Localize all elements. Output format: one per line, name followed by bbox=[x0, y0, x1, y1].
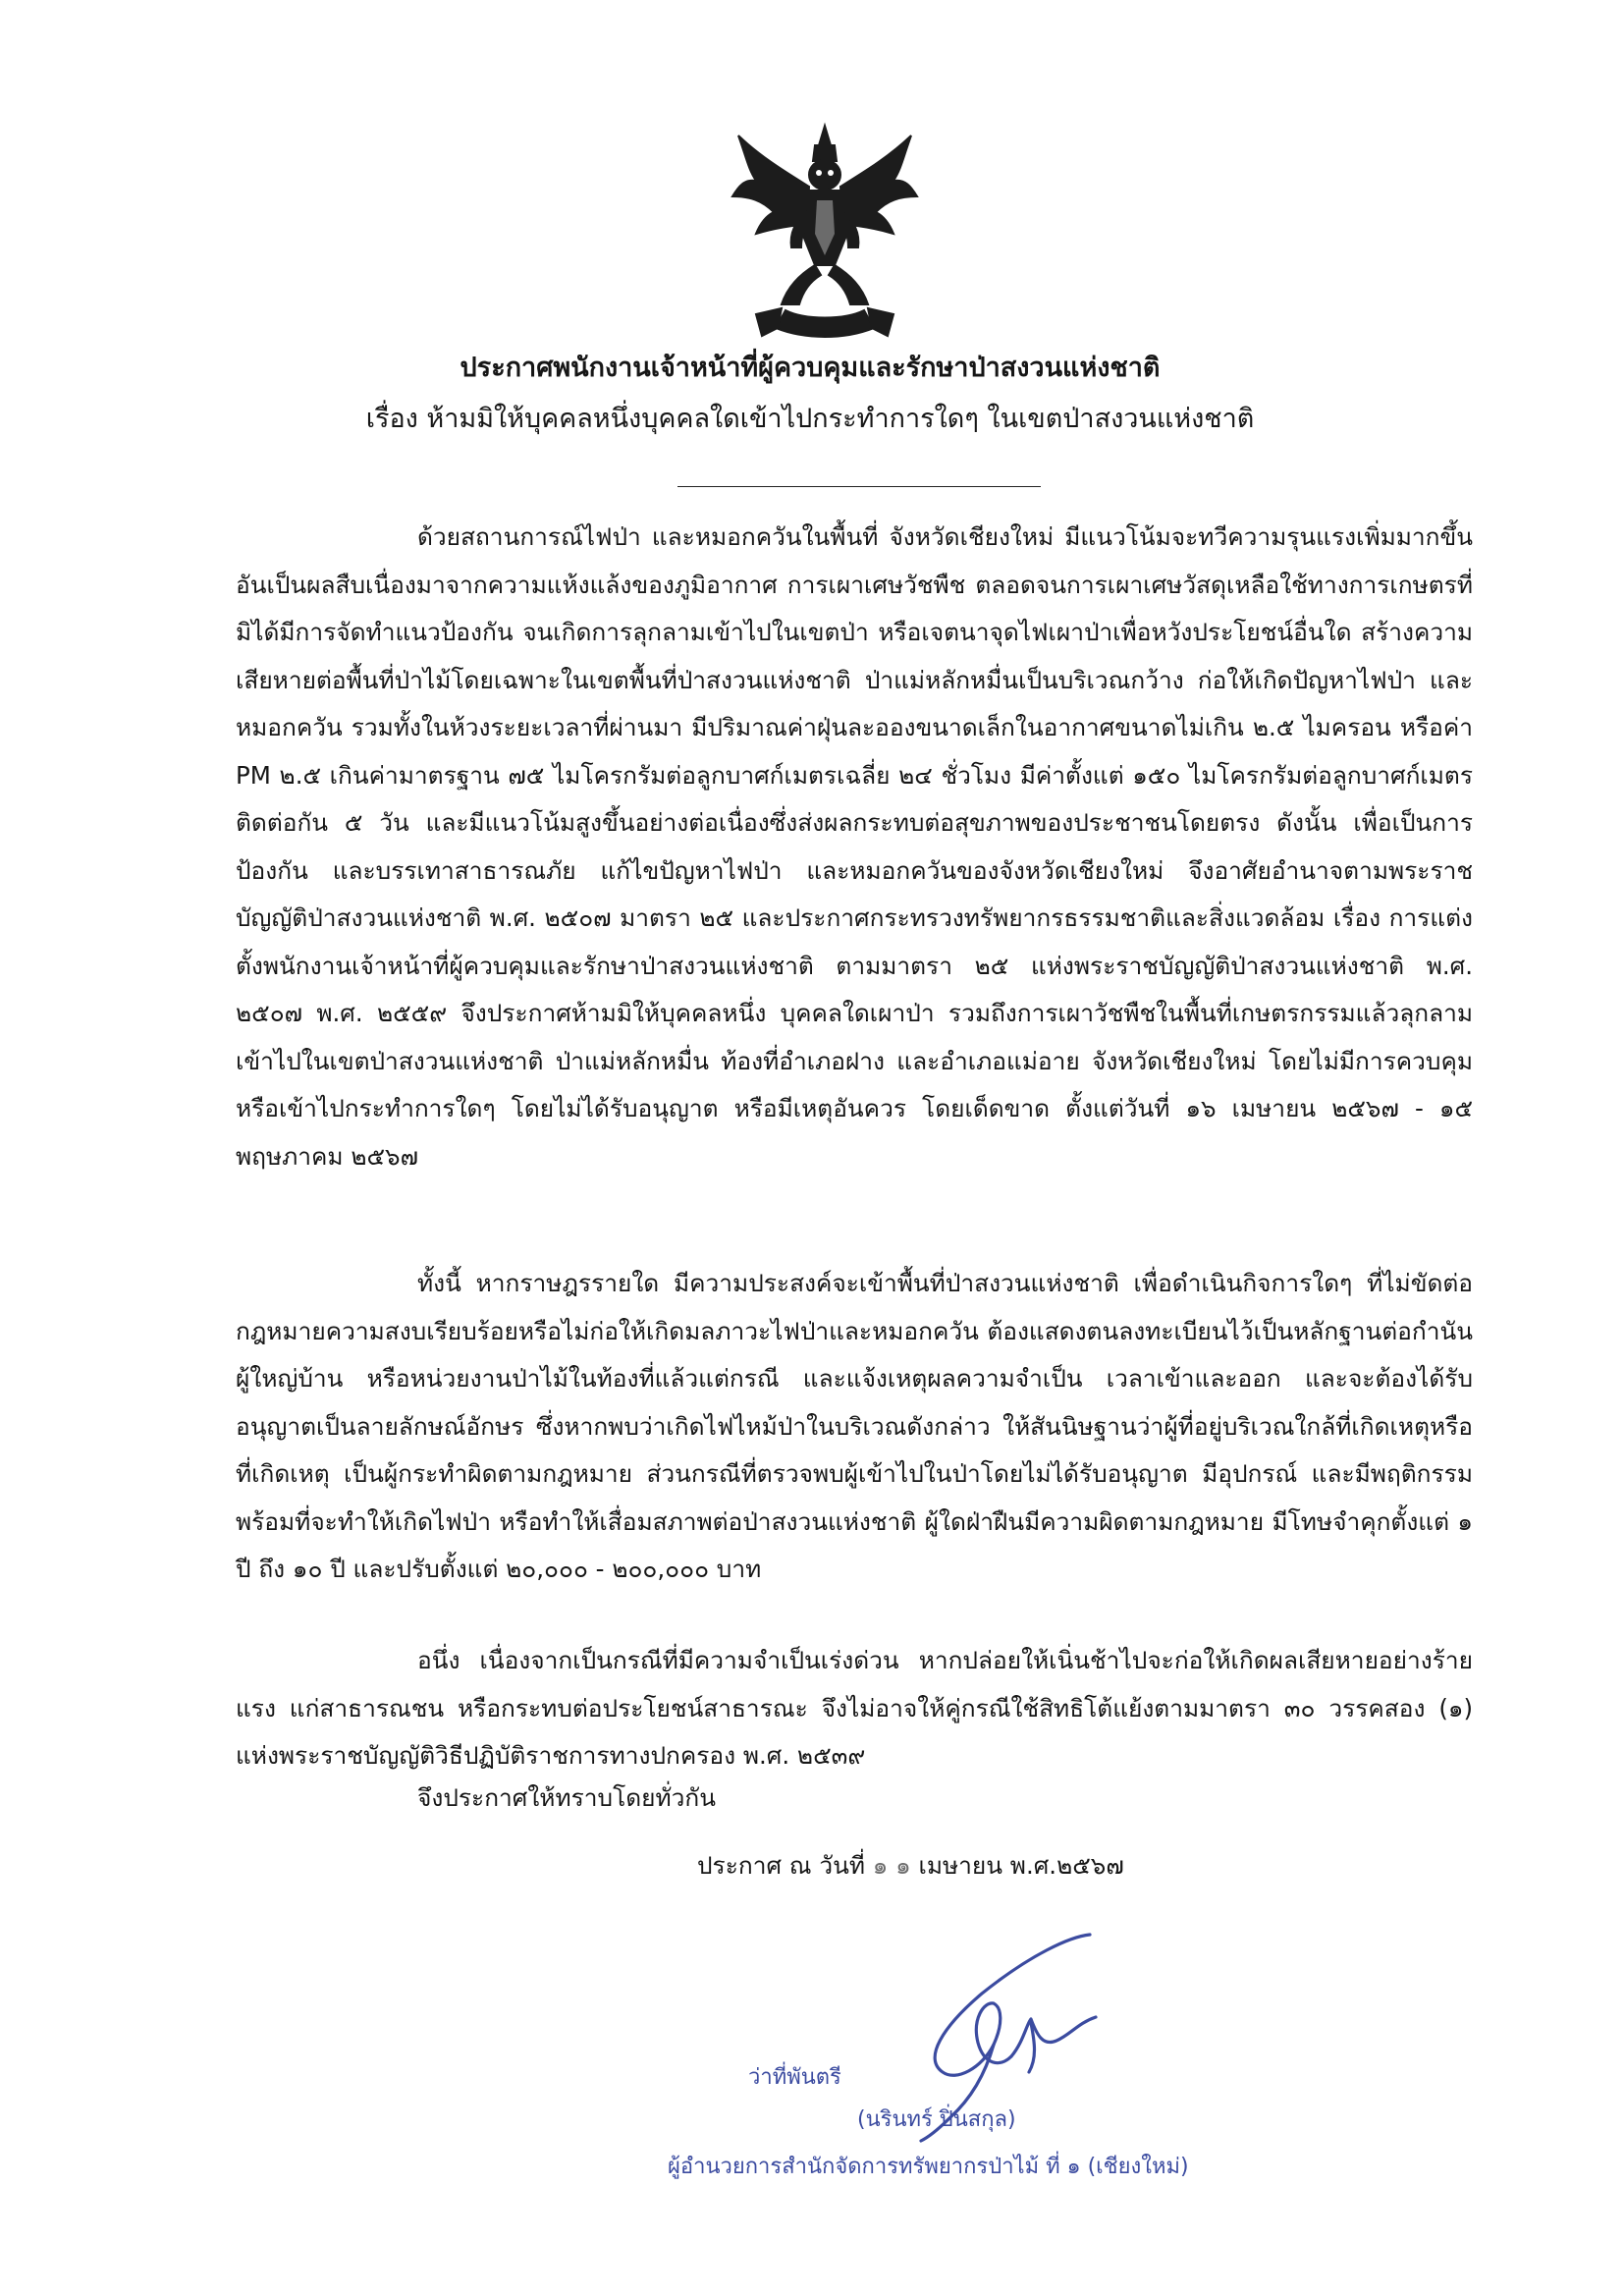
garuda-emblem bbox=[727, 118, 923, 344]
body-paragraph-3: อนึ่ง เนื่องจากเป็นกรณีที่มีความจำเป็นเร่งด่วน หากปล่อยให้เนิ่นช้าไปจะก่อให้เกิดผลเสียหายอย่างร้ายแรง แก่สาธารณชน หรือกระทบต่อประโยชน์สาธารณะ จึงไม่อาจให้คู่กรณีใช้สิทธิโต้แย้งตามมาตรา ๓๐ วรรคสอง (๑) แห่งพระราชบัญญัติวิธีปฏิบัติราชการทางปกครอง พ.ศ. ๒๕๓๙ bbox=[236, 1646, 1473, 1770]
announcement-title: ประกาศพนักงานเจ้าหน้าที่ผู้ควบคุมและรักษาป่าสงวนแห่งชาติ bbox=[460, 353, 1161, 383]
date-day-stamp: ๑ ๑ bbox=[872, 1851, 911, 1880]
handwritten-signature bbox=[736, 1925, 1424, 2160]
signer-name: (นรินทร์ ปิ่นสกุล) bbox=[857, 2107, 1016, 2132]
announcement-subject: เรื่อง ห้ามมิให้บุคคลหนึ่งบุคคลใดเข้าไปกระทำการใดๆ ในเขตป่าสงวนแห่งชาติ bbox=[365, 404, 1255, 434]
closing-statement: จึงประกาศให้ทราบโดยทั่วกัน bbox=[417, 1783, 716, 1812]
signer-position: ผู้อำนวยการสำนักจัดการทรัพยากรป่าไม้ ที่ ๑ (เชียงใหม่) bbox=[668, 2155, 1189, 2179]
body-paragraph-2: ทั้งนี้ หากราษฎรรายใด มีความประสงค์จะเข้าพื้นที่ป่าสงวนแห่งชาติ เพื่อดำเนินกิจการใดๆ ที่ไม่ขัดต่อกฎหมายความสงบเรียบร้อยหรือไม่ก่อให้เกิดมลภาวะไฟป่าและหมอกควัน ต้องแสดงตนลงทะเบียนไว้เป็นหลักฐานต่อกำนัน ผู้ใหญ่บ้าน หรือหน่วยงานป่าไม้ในท้องที่แล้วแต่กรณี และแจ้งเหตุผลความจำเป็น เวลาเข้าและออก และจะต้องได้รับอนุญาตเป็นลายลักษณ์อักษร ซึ่งหากพบว่าเกิดไฟไหม้ป่าในบริเวณดังกล่าว ให้สันนิษฐานว่าผู้ที่อยู่บริเวณใกล้ที่เกิดเหตุหรือที่เกิดเหตุ เป็นผู้กระทำผิดตามกฎหมาย ส่วนกรณีที่ตรวจพบผู้เข้าไปในป่าโดยไม่ได้รับอนุญาต มีอุปกรณ์ และมีพฤติกรรม พร้อมที่จะทำให้เกิดไฟป่า หรือทำให้เสื่อมสภาพต่อป่าสงวนแห่งชาติ ผู้ใดฝ่าฝืนมีความผิดตามกฎหมาย มีโทษจำคุกตั้งแต่ ๑ ปี ถึง ๑๐ ปี และปรับตั้งแต่ ๒๐,๐๐๐ - ๒๐๐,๐๐๐ บาท bbox=[236, 1269, 1473, 1583]
date-prefix: ประกาศ ณ วันที่ bbox=[697, 1851, 865, 1880]
signer-rank: ว่าที่พันตรี bbox=[748, 2065, 841, 2090]
body-paragraph-1: ด้วยสถานการณ์ไฟป่า และหมอกควันในพื้นที่ จังหวัดเชียงใหม่ มีแนวโน้มจะทวีความรุนแรงเพิ่มมากขึ้น อันเป็นผลสืบเนื่องมาจากความแห้งแล้งของภูมิอากาศ การเผาเศษวัชพืช ตลอดจนการเผาเศษวัสดุเหลือใช้ทางการเกษตรที่มิได้มีการจัดทำแนวป้องกัน จนเกิดการลุกลามเข้าไปในเขตป่า หรือเจตนาจุดไฟเผาป่าเพื่อหวังประโยชน์อื่นใด สร้างความเสียหายต่อพื้นที่ป่าไม้โดยเฉพาะในเขตพื้นที่ป่าสงวนแห่งชาติ ป่าแม่หลักหมื่นเป็นบริเวณกว้าง ก่อให้เกิดปัญหาไฟป่า และหมอกควัน รวมทั้งในห้วงระยะเวลาที่ผ่านมา มีปริมาณค่าฝุ่นละอองขนาดเล็กในอากาศขนาดไม่เกิน ๒.๕ ไมครอน หรือค่า PM ๒.๕ เกินค่ามาตรฐาน ๗๕ ไมโครกรัมต่อลูกบาศก์เมตรเฉลี่ย ๒๔ ชั่วโมง มีค่าตั้งแต่ ๑๕๐ ไมโครกรัมต่อลูกบาศก์เมตร ติดต่อกัน ๕ วัน และมีแนวโน้มสูงขึ้นอย่างต่อเนื่องซึ่งส่งผลกระทบต่อสุขภาพของประชาชนโดยตรง ดังนั้น เพื่อเป็นการป้องกัน และบรรเทาสาธารณภัย แก้ไขปัญหาไฟป่า และหมอกควันของจังหวัดเชียงใหม่ จึงอาศัยอำนาจตามพระราชบัญญัติป่าสงวนแห่งชาติ พ.ศ. ๒๕๐๗ มาตรา ๒๕ และประกาศกระทรวงทรัพยากรธรรมชาติและสิ่งแวดล้อม เรื่อง การแต่งตั้งพนักงานเจ้าหน้าที่ผู้ควบคุมและรักษาป่าสงวนแห่งชาติ ตามมาตรา ๒๕ แห่งพระราชบัญญัติป่าสงวนแห่งชาติ พ.ศ. ๒๕๐๗ พ.ศ. ๒๕๕๙ จึงประกาศห้ามมิให้บุคคลหนึ่ง บุคคลใดเผาป่า รวมถึงการเผาวัชพืชในพื้นที่เกษตรกรรมแล้วลุกลามเข้าไปในเขตป่าสงวนแห่งชาติ ป่าแม่หลักหมื่น ท้องที่อำเภอฝาง และอำเภอแม่อาย จังหวัดเชียงใหม่ โดยไม่มีการควบคุมหรือเข้าไปกระทำการใดๆ โดยไม่ได้รับอนุญาต หรือมีเหตุอันควร โดยเด็ดขาด ตั้งแต่วันที่ ๑๖ เมษายน ๒๕๖๗ - ๑๕ พฤษภาคม ๒๕๖๗ bbox=[236, 522, 1473, 1171]
date-suffix: เมษายน พ.ศ.๒๕๖๗ bbox=[918, 1851, 1124, 1880]
title-divider bbox=[677, 486, 1041, 487]
announcement-date bbox=[697, 1842, 1124, 1889]
